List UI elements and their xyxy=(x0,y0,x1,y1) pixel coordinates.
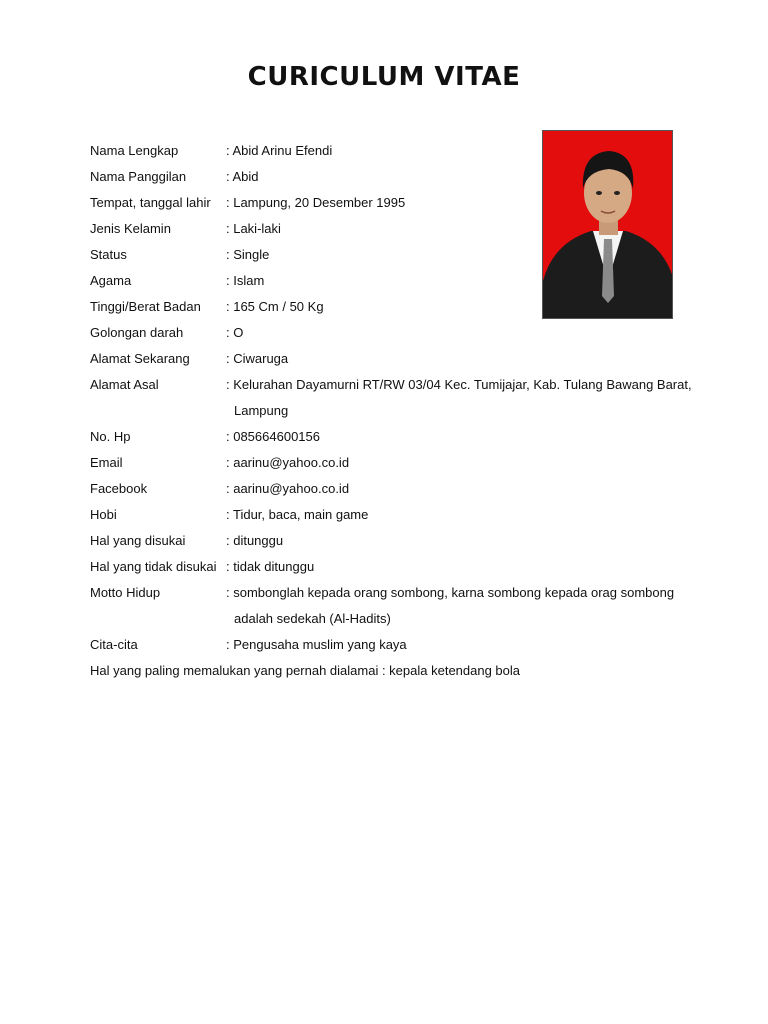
field-value: adalah sedekah (Al-Hadits) xyxy=(234,611,391,626)
field-value: : tidak ditunggu xyxy=(226,559,315,574)
field-label: Motto Hidup xyxy=(90,585,161,600)
field-row-continuation xyxy=(90,606,690,632)
tie xyxy=(602,239,614,303)
field-label: Status xyxy=(90,247,127,262)
right-eye xyxy=(614,191,620,195)
field-row-continuation xyxy=(90,398,690,424)
field-label: Email xyxy=(90,455,123,470)
closing-line xyxy=(90,658,690,684)
field-label: Jenis Kelamin xyxy=(90,221,171,236)
field-value: : Pengusaha muslim yang kaya xyxy=(226,637,407,652)
field-value: : Ciwaruga xyxy=(226,351,289,366)
field-value: : Laki-laki xyxy=(226,221,281,236)
field-label: Nama Lengkap xyxy=(90,143,179,158)
field-value: : Lampung, 20 Desember 1995 xyxy=(226,195,406,210)
field-value: Lampung xyxy=(234,403,289,418)
field-row xyxy=(90,372,690,398)
field-row xyxy=(90,580,690,606)
field-row xyxy=(90,320,690,346)
profile-photo xyxy=(542,130,673,319)
field-row xyxy=(90,502,690,528)
field-value: : Single xyxy=(226,247,270,262)
field-row xyxy=(90,346,690,372)
person-portrait-icon xyxy=(543,131,673,319)
field-value: : O xyxy=(226,325,244,340)
field-value: : aarinu@yahoo.co.id xyxy=(226,455,350,470)
field-label: Cita-cita xyxy=(90,637,138,652)
field-value: : Kelurahan Dayamurni RT/RW 03/04 Kec. Tumijajar, Kab. Tulang Bawang Barat, xyxy=(226,377,692,392)
field-value: : ditunggu xyxy=(226,533,284,548)
field-label: Alamat Asal xyxy=(90,377,159,392)
field-value: : Abid Arinu Efendi xyxy=(226,143,333,158)
field-label: Hal yang tidak disukai xyxy=(90,559,217,574)
field-row xyxy=(90,554,690,580)
field-row xyxy=(90,476,690,502)
field-label: Facebook xyxy=(90,481,148,496)
field-value: : aarinu@yahoo.co.id xyxy=(226,481,350,496)
field-value: : Abid xyxy=(226,169,259,184)
field-row xyxy=(90,528,690,554)
field-value: : Tidur, baca, main game xyxy=(226,507,369,522)
field-label: No. Hp xyxy=(90,429,131,444)
field-label: Hal yang disukai xyxy=(90,533,186,548)
field-label: Agama xyxy=(90,273,132,288)
field-value: : 165 Cm / 50 Kg xyxy=(226,299,324,314)
field-label: Tinggi/Berat Badan xyxy=(90,299,201,314)
field-row xyxy=(90,424,690,450)
field-row xyxy=(90,632,690,658)
field-label: Nama Panggilan xyxy=(90,169,187,184)
field-label: Hobi xyxy=(90,507,117,522)
field-value: : Islam xyxy=(226,273,265,288)
field-value: : 085664600156 xyxy=(226,429,320,444)
field-value: : sombonglah kepada orang sombong, karna sombong kepada orag sombong xyxy=(226,585,675,600)
closing-text: Hal yang paling memalukan yang pernah dialamai : kepala ketendang bola xyxy=(90,663,521,678)
page-title: CURICULUM VITAE xyxy=(247,62,521,92)
field-label: Alamat Sekarang xyxy=(90,351,190,366)
left-eye xyxy=(596,191,602,195)
field-row xyxy=(90,450,690,476)
field-label: Golongan darah xyxy=(90,325,184,340)
field-label: Tempat, tanggal lahir xyxy=(90,195,211,210)
